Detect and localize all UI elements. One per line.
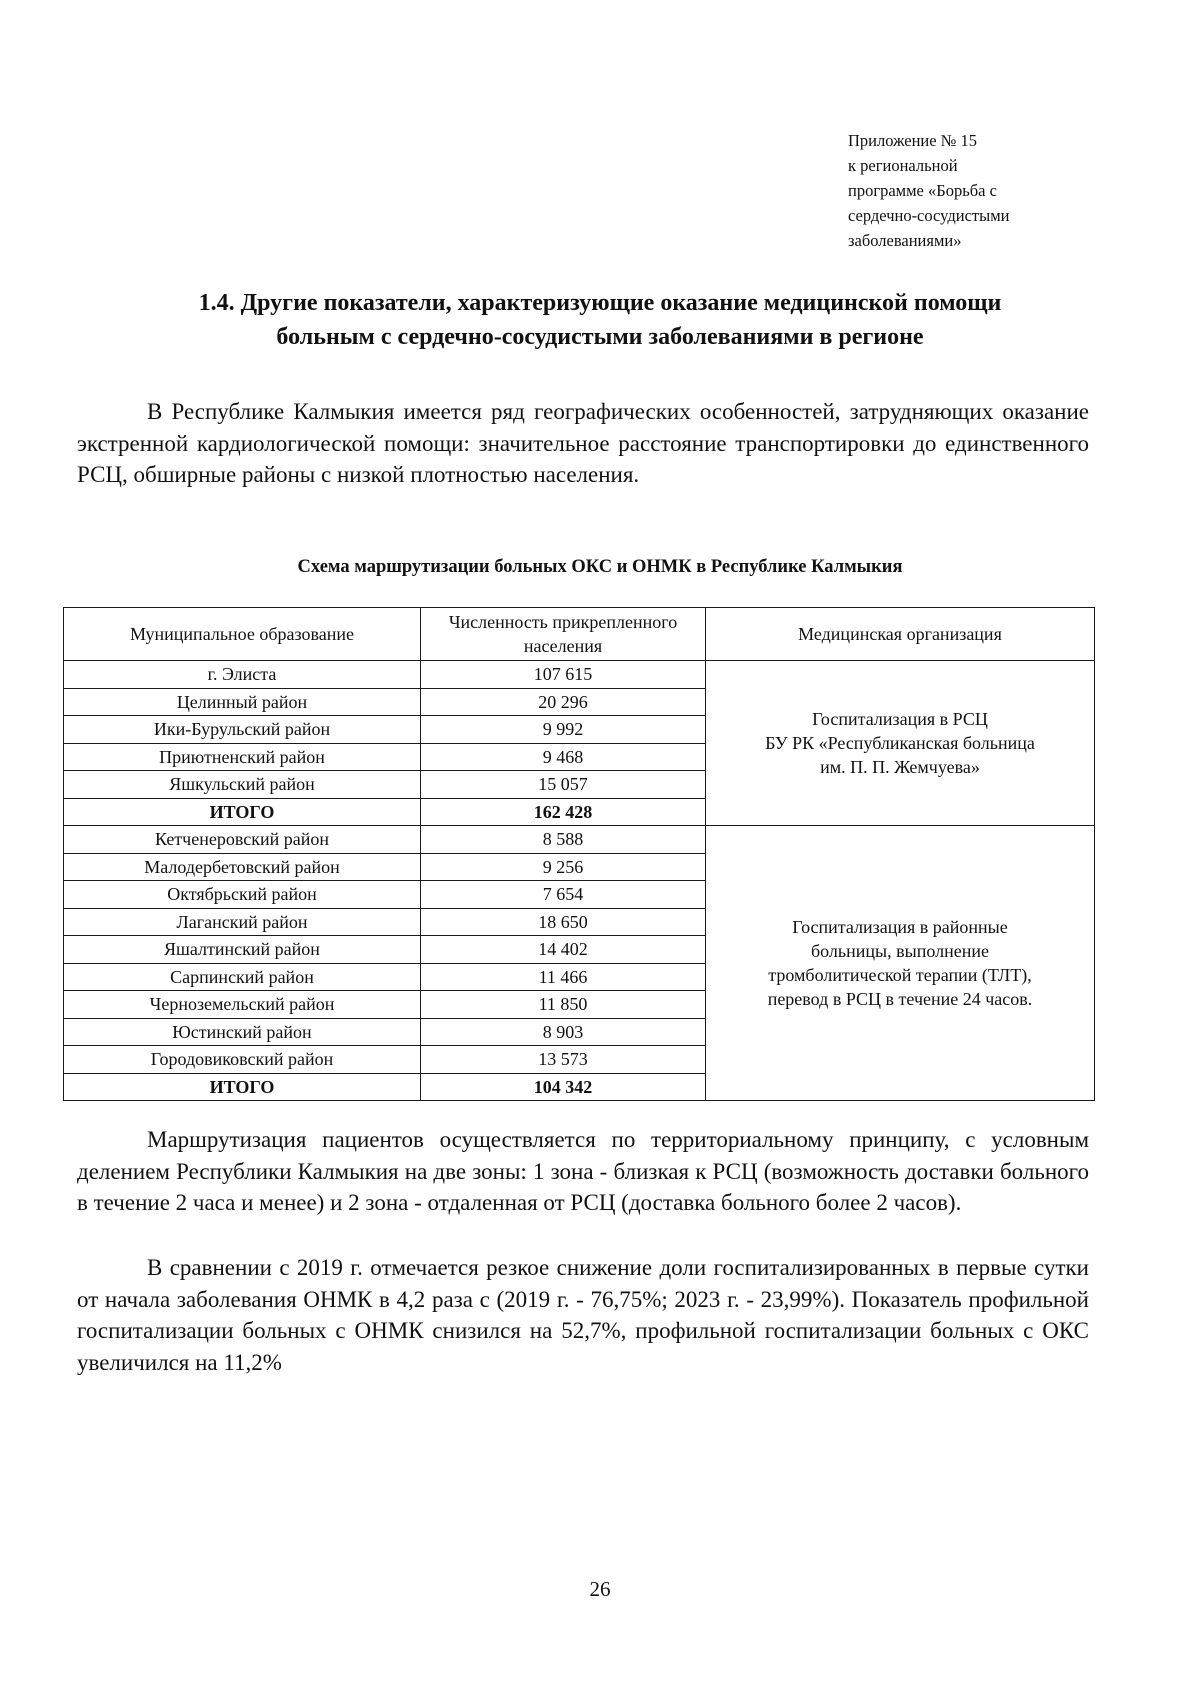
- population-cell: 9 468: [421, 743, 706, 771]
- municipality-cell: Малодербетовский район: [64, 853, 421, 881]
- table-header-row: [64, 608, 1095, 661]
- municipality-cell: Яшалтинский район: [64, 936, 421, 964]
- header-organization: Медицинская организация: [706, 608, 1095, 661]
- population-cell: 15 057: [421, 771, 706, 799]
- total-label-cell: ИТОГО: [64, 798, 421, 826]
- municipality-cell: Ики-Бурульский район: [64, 716, 421, 744]
- appendix-line: сердечно-сосудистыми: [848, 206, 1010, 225]
- municipality-cell: Городовиковский район: [64, 1046, 421, 1074]
- municipality-cell: Сарпинский район: [64, 963, 421, 991]
- table-row: [64, 826, 1095, 854]
- total-label-cell: ИТОГО: [64, 1073, 421, 1101]
- population-cell: 8 903: [421, 1018, 706, 1046]
- organization-line: им. П. П. Жемчуева»: [820, 757, 980, 777]
- routing-paragraph: Маршрутизация пациентов осуществляется по территориальному принципу, с условным делением Республики Калмыкия на две зоны: 1 зона - близкая к РСЦ (возможность доставки больного в течение 2 часа и менее) и 2 зона - отдаленная от РСЦ (доставка больного более 2 часов).: [77, 1127, 1089, 1215]
- page-number: 26: [589, 1577, 611, 1601]
- section-title: [70, 286, 1130, 354]
- section-title-line-1: 1.4. Другие показатели, характеризующие оказание медицинской помощи: [198, 290, 1002, 316]
- municipality-cell: Кетченеровский район: [64, 826, 421, 854]
- organization-line: Госпитализация в РСЦ: [812, 709, 988, 729]
- organization-line: БУ РК «Республиканская больница: [765, 733, 1035, 753]
- header-population: Численность прикрепленного населения: [421, 608, 706, 661]
- appendix-line: программе «Борьба с: [848, 181, 997, 200]
- table-row: [64, 661, 1095, 689]
- comparison-paragraph: В сравнении с 2019 г. отмечается резкое снижение доли госпитализированных в первые сутки от начала заболевания ОНМК в 4,2 раза с (2019 г. - 76,75%; 2023 г. - 23,99%). Показатель профильной госпитализации больных с ОНМК снизился на 52,7%, профильной госпитализации больных с ОКС увеличился на 11,2%: [77, 1255, 1089, 1375]
- population-cell: 9 256: [421, 853, 706, 881]
- organization-line: Госпитализация в районные: [792, 917, 1008, 937]
- total-value-cell: 162 428: [421, 798, 706, 826]
- appendix-note: [848, 128, 1088, 253]
- municipality-cell: г. Элиста: [64, 661, 421, 689]
- population-cell: 13 573: [421, 1046, 706, 1074]
- population-cell: 7 654: [421, 881, 706, 909]
- municipality-cell: Целинный район: [64, 688, 421, 716]
- table-caption: Схема маршрутизации больных ОКС и ОНМК в Республике Калмыкия: [297, 557, 903, 577]
- municipality-cell: Яшкульский район: [64, 771, 421, 799]
- population-cell: 8 588: [421, 826, 706, 854]
- organization-line: тромболитической терапии (ТЛТ),: [768, 965, 1032, 985]
- intro-paragraph: В Республике Калмыкия имеется ряд географических особенностей, затрудняющих оказание экстренной кардиологической помощи: значительное расстояние транспортировки до единственного РСЦ, обширные районы с низкой плотностью населения.: [77, 399, 1089, 487]
- appendix-line: Приложение № 15: [848, 131, 978, 150]
- organization-line: перевод в РСЦ в течение 24 часов.: [767, 989, 1033, 1009]
- population-cell: 20 296: [421, 688, 706, 716]
- total-value-cell: 104 342: [421, 1073, 706, 1101]
- population-cell: 107 615: [421, 661, 706, 689]
- header-municipality: Муниципальное образование: [64, 608, 421, 661]
- municipality-cell: Лаганский район: [64, 908, 421, 936]
- appendix-line: к региональной: [848, 156, 958, 175]
- population-cell: 9 992: [421, 716, 706, 744]
- municipality-cell: Октябрьский район: [64, 881, 421, 909]
- population-cell: 18 650: [421, 908, 706, 936]
- appendix-line: заболеваниями»: [848, 231, 962, 250]
- section-title-line-2: больным с сердечно-сосудистыми заболеваниями в регионе: [276, 324, 924, 350]
- organization-cell-group2: [706, 826, 1095, 1101]
- municipality-cell: Черноземельский район: [64, 991, 421, 1019]
- municipality-cell: Приютненский район: [64, 743, 421, 771]
- organization-line: больницы, выполнение: [811, 941, 989, 961]
- organization-cell-group1: [706, 661, 1095, 826]
- population-cell: 11 466: [421, 963, 706, 991]
- routing-table: [63, 607, 1095, 1101]
- population-cell: 11 850: [421, 991, 706, 1019]
- municipality-cell: Юстинский район: [64, 1018, 421, 1046]
- population-cell: 14 402: [421, 936, 706, 964]
